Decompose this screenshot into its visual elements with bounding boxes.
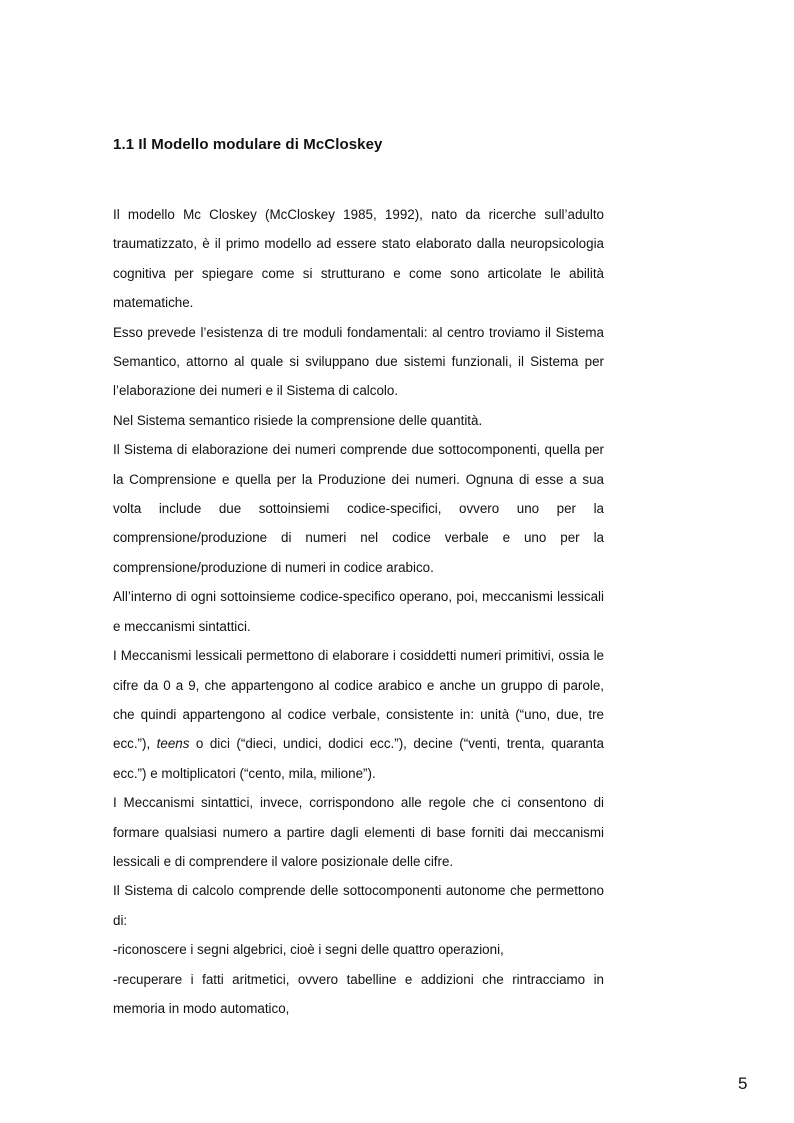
paragraph-intro: Il modello Mc Closkey (McCloskey 1985, 1992), nato da ricerche sull’adulto traumatizzato, è il primo modello ad essere stato elaborato dalla neuropsicologia cognitiva per spiegare come si strutturano e come sono articolate le abilità matematiche. <box>113 207 604 311</box>
list-item-algebraic-signs: -riconoscere i segni algebrici, cioè i segni delle quattro operazioni, <box>113 942 504 958</box>
paragraph-lexical-mechanisms <box>113 641 604 788</box>
lexical-text-italic: teens <box>156 736 190 752</box>
list-item-arithmetic-facts: -recuperare i fatti aritmetici, ovvero tabelline e addizioni che rintracciamo in memoria in modo automatico, <box>113 971 604 1016</box>
paragraph-number-processing: Il Sistema di elaborazione dei numeri comprende due sottocomponenti, quella per la Comprensione e quella per la Produzione dei numeri. Ognuna di esse a sua volta include due sottoinsiemi codice-specifici, ovvero uno per la comprensione/produzione di numeri nel codice verbale e uno per la comprensione/produzione di numeri in codice arabico. <box>113 442 604 575</box>
paragraph-syntactic-mechanisms: I Meccanismi sintattici, invece, corrispondono alle regole che ci consentono di formare qualsiasi numero a partire dagli elementi di base forniti dai meccanismi lessicali e di comprendere il valore posizionale delle cifre. <box>113 795 604 869</box>
page-number: 5 <box>738 1074 748 1093</box>
paragraph-semantic-system: Nel Sistema semantico risiede la comprensione delle quantità. <box>113 412 483 428</box>
lexical-text-before: I Meccanismi lessicali permettono di elaborare i cosiddetti numeri primitivi, ossia le cifre da 0 a 9, che appartengono al codice arabico e anche un gruppo di parole, che quindi appartengono al codice verbale, consistente in: unità (“uno, due, tre ecc.”), <box>113 648 604 752</box>
section-heading: 1.1 Il Modello modulare di McCloskey <box>113 136 383 153</box>
lexical-text-after: o dici (“dieci, undici, dodici ecc.”), decine (“venti, trenta, quaranta ecc.”) e moltiplicatori (“cento, mila, milione”). <box>113 736 604 781</box>
paragraph-code-specific: All’interno di ogni sottoinsieme codice-specifico operano, poi, meccanismi lessicali e meccanismi sintattici. <box>113 589 604 634</box>
body-text <box>113 200 604 1023</box>
paragraph-calculation-system: Il Sistema di calcolo comprende delle sottocomponenti autonome che permettono di: <box>113 883 604 928</box>
paragraph-modules: Esso prevede l’esistenza di tre moduli fondamentali: al centro troviamo il Sistema Semantico, attorno al quale si sviluppano due sistemi funzionali, il Sistema per l’elaborazione dei numeri e il Sistema di calcolo. <box>113 324 604 399</box>
